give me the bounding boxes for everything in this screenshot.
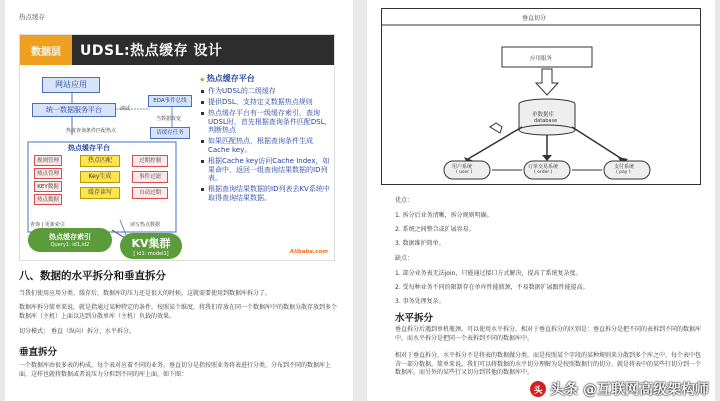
section-heading: 八、数据的水平拆分和垂直拆分: [19, 270, 166, 282]
slide-image: [19, 34, 335, 261]
vertical-split-lines: [382, 9, 700, 184]
hot-match-box: 热点匹配: [80, 155, 120, 167]
expire-ctrl-box: 过期控制: [132, 155, 168, 167]
cons-item: 3. 事务处理复杂。: [395, 298, 445, 305]
single-db-label: 单数据库: [532, 112, 555, 118]
bullet-heading: ◆ 热点缓存平台: [200, 73, 334, 84]
unified-data-platform-box: 统一数据服务平台: [32, 103, 116, 117]
note-data-change: 当数据改变: [156, 116, 182, 122]
pay-system-sub: ( pay ): [616, 170, 631, 175]
pros-item: 2. 系统之间整合或扩展容易。: [395, 226, 475, 233]
key-data-box: KEY数据: [34, 181, 62, 192]
slide-title: UDSL:热点缓存 设计: [72, 35, 334, 65]
note-debug: 调试: [120, 106, 131, 112]
toutiao-icon: 头: [530, 381, 546, 397]
hot-cache-index: [28, 228, 112, 252]
hot-manage-box: 热点管理: [34, 168, 62, 179]
hot-cache-index-label: 热点缓存索引: [49, 233, 91, 241]
note-hot-match: 热度查询条件匹配热点: [66, 128, 117, 134]
pros-item: 3. 数据维护简单。: [395, 240, 445, 247]
platform-label: 热点缓存平台: [68, 144, 110, 152]
bullet-item: 作为UDSL的二级缓存: [200, 87, 334, 96]
paragraph: 相对于垂直拆分，水平拆分不是将表的数据做分类，而是按照某个字段的某种规则来分散到多个库之中，每个表中包含一部分数据。简单来说，我们可以将数据的水平切分理解为是按照数据行的切分，就是将表中的某些行切分到一个数据库，而另外的某些行又切分到其他的数据库中。: [395, 352, 702, 376]
user-system-label: 用户系统: [452, 164, 473, 170]
running-header: 热点缓存: [19, 13, 45, 21]
slide-bullets: [200, 73, 334, 205]
auto-expire-box: 自动过期: [132, 187, 168, 199]
cons-item: 1. 部分业务表无法join，只能通过接口方式解决，提高了系统复杂度。: [395, 270, 582, 277]
bullet-item: 热点缓存平台有一级缓存索引，查询UDSL时，首先根据查询条件匹配DSL，判断热点: [200, 109, 334, 135]
right-page: [367, 0, 715, 401]
slide-tag: 数据层: [20, 35, 72, 65]
cons-item: 2. 受每种业务不同的限制存在单库性能瓶颈，不易数据扩展跟性能提高。: [395, 284, 589, 291]
cache-task-box: 请缓存任务: [150, 127, 190, 139]
kv-cluster-sub: [ id1: model1]: [133, 251, 169, 257]
subsection-heading: 垂直拆分: [19, 347, 58, 358]
bullet-item: 如果匹配热点，根据查询条件生成Cache key。: [200, 137, 334, 154]
cache-rw-box: 缓存读写: [80, 187, 120, 199]
website-app-box: 网站应用: [42, 77, 100, 93]
diagram-title: 垂直切分: [522, 15, 547, 22]
bullet-item: 根据Cache key访问Cache Index，如果命中，返回一组查询结果数据的ID列表。: [200, 157, 334, 183]
eda-event-bus-box: EDA事件总线: [148, 95, 192, 107]
pros-title: 优点：: [395, 197, 414, 204]
app-service-label: 应用服务: [530, 56, 553, 62]
vertical-split-diagram: [381, 8, 701, 185]
paragraph: 数据库拆分简单来说，就是指通过某种特定的条件，按照某个维度，将我们存放在同一个数据库中的数据分散存放到多个数据库（主机）上面以达到分散单库（主机）负载的效果。: [19, 304, 338, 320]
kv-cluster-label: KV集群: [131, 237, 171, 250]
single-db-sub: database: [534, 118, 558, 124]
watermark: [530, 379, 709, 399]
paragraph: 当我们使用应用分类、缓存后，数据库的压力还是很大的时候，这就需要使用到数据库拆分了。: [19, 290, 272, 297]
kv-cluster: [120, 233, 182, 259]
order-system-sub: ( order ): [534, 170, 553, 175]
note-query-update: 查询 | 更新索引: [30, 222, 65, 228]
watermark-text: 头条 @互联网高级架构师: [550, 382, 709, 398]
rule-mgmt-box: 规则管理: [34, 155, 62, 166]
event-filter-box: 事件过滤: [132, 171, 168, 183]
bullet-item: 提供DSL、支持定义数据热点规则: [200, 98, 334, 107]
paragraph: 垂直拆分后遇到单机瓶颈，可以使用水平拆分。相对于垂直拆分的区别是：垂直拆分是把不同的表拆到不同的数据库中，而水平拆分是把同一个表拆到不同的数据库中。: [395, 326, 702, 342]
order-system-label: 订单交易系统: [528, 164, 559, 170]
paragraph: 一个数据库由很多表的构成，每个表对应着不同的业务，垂直切分是指按照业务将表进行分类，分布到不同的数据库上面，这样也就将数据或者说压力分担到不同的库上面，如下图：: [19, 362, 332, 378]
pay-system-label: 支付系统: [614, 164, 635, 170]
alibaba-logo: Alibaba.com: [289, 249, 328, 255]
subsection-heading: 水平拆分: [395, 313, 434, 324]
pros-item: 1. 拆分后业务清晰，拆分规则明确。: [395, 212, 493, 219]
user-system-sub: ( user ): [456, 170, 473, 175]
left-page: [5, 0, 353, 401]
hot-cache-index-query: Query1: id1,id2: [50, 242, 90, 248]
note-rw-hot: 读写热点数据: [130, 222, 161, 228]
key-gen-box: Key生成: [80, 171, 120, 183]
bullet-item: 根据查询结果数据的ID列表去KV系统中取得查询结果数据。: [200, 185, 334, 202]
hot-data-box: 热点数据: [34, 194, 62, 205]
paragraph: 切分模式： 垂直（纵向）拆分、水平拆分。: [19, 328, 135, 335]
cons-title: 缺点：: [395, 255, 414, 262]
